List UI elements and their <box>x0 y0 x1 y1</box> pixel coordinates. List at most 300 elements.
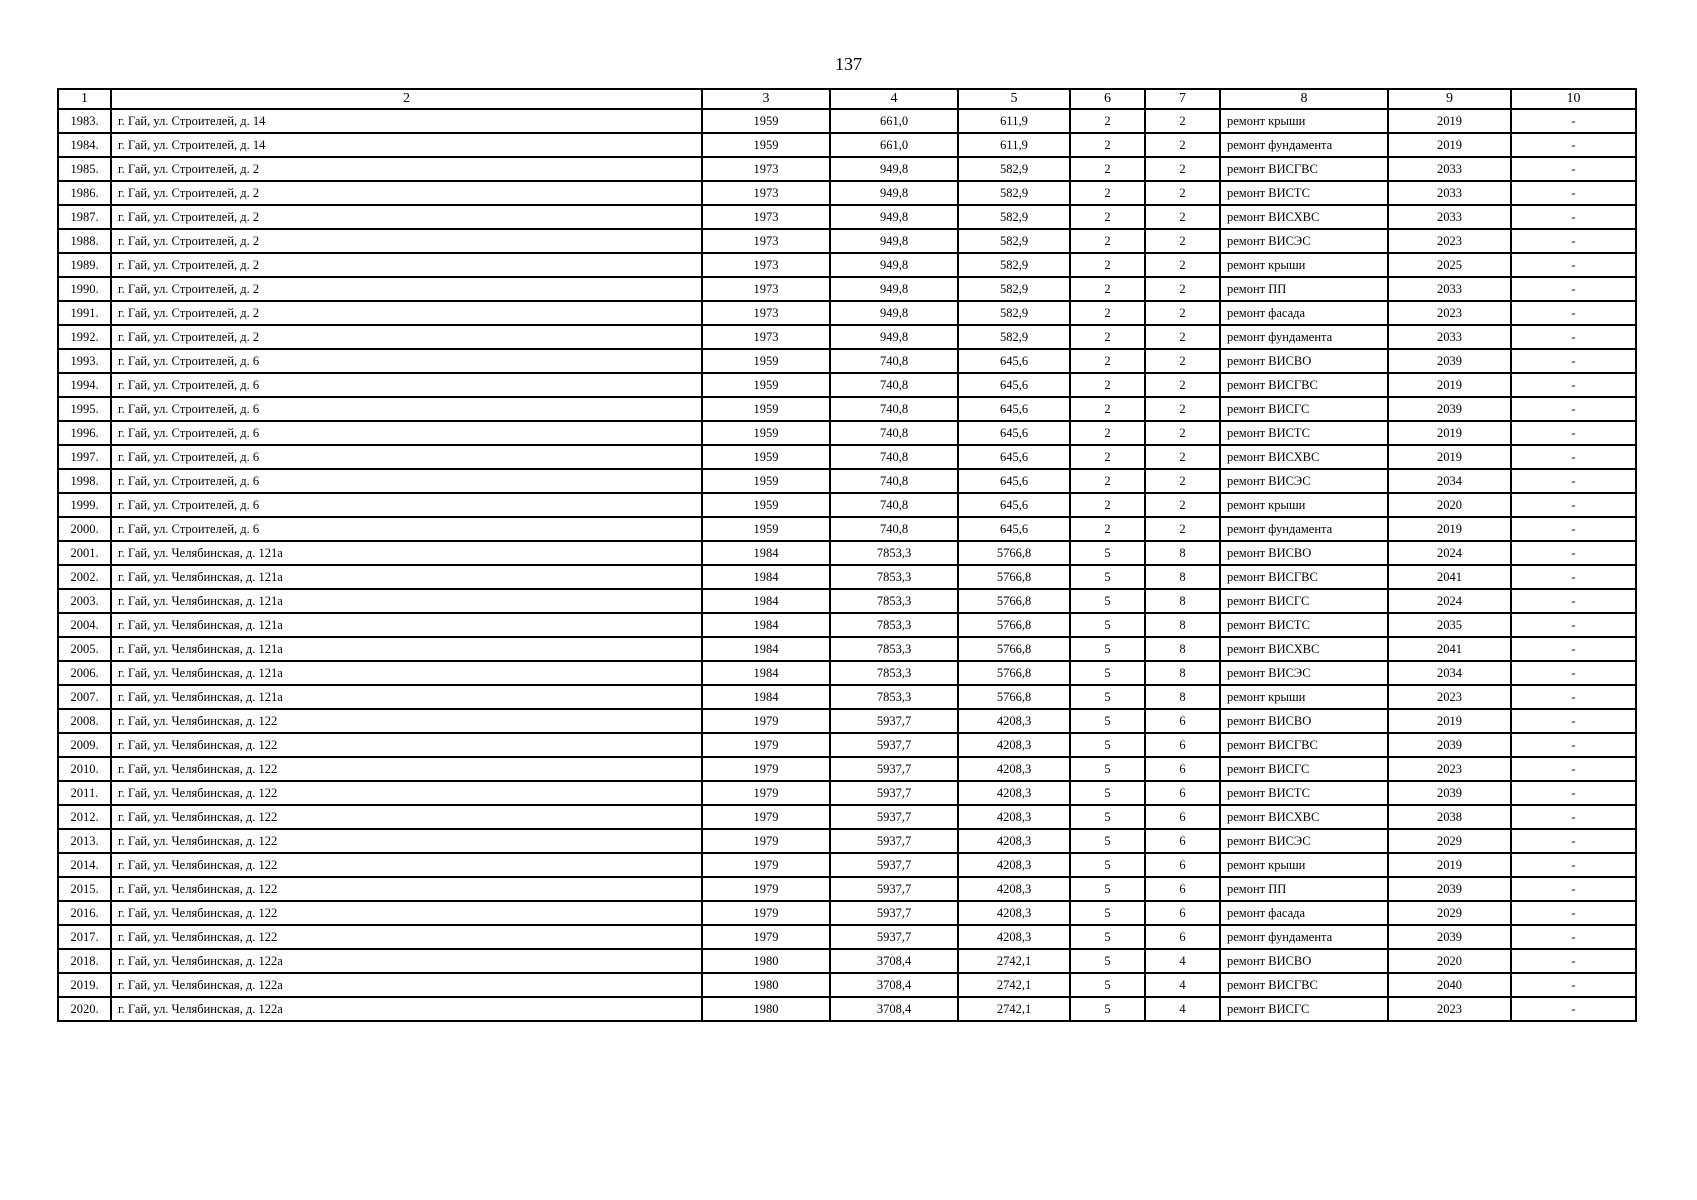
year-built-cell: 1973 <box>702 325 830 349</box>
entrances-cell: 6 <box>1145 805 1220 829</box>
floors-cell: 2 <box>1070 157 1145 181</box>
total-area-cell: 740,8 <box>830 349 958 373</box>
row-number-cell: 2019. <box>58 973 111 997</box>
address-cell: г. Гай, ул. Строителей, д. 6 <box>111 421 702 445</box>
table-row <box>58 589 1636 613</box>
table-row <box>58 949 1636 973</box>
floors-cell: 2 <box>1070 445 1145 469</box>
floors-cell: 2 <box>1070 277 1145 301</box>
table-row <box>58 685 1636 709</box>
floors-cell: 2 <box>1070 229 1145 253</box>
total-area-cell: 3708,4 <box>830 973 958 997</box>
column-header: 9 <box>1388 89 1511 109</box>
planned-year-cell: 2039 <box>1388 925 1511 949</box>
address-cell: г. Гай, ул. Строителей, д. 6 <box>111 373 702 397</box>
page-number: 137 <box>835 54 862 74</box>
address-cell: г. Гай, ул. Челябинская, д. 122 <box>111 901 702 925</box>
table-row <box>58 277 1636 301</box>
entrances-cell: 2 <box>1145 397 1220 421</box>
entrances-cell: 2 <box>1145 469 1220 493</box>
planned-year-cell: 2039 <box>1388 877 1511 901</box>
planned-year-cell: 2035 <box>1388 613 1511 637</box>
note-cell: - <box>1511 997 1636 1021</box>
entrances-cell: 2 <box>1145 157 1220 181</box>
address-cell: г. Гай, ул. Строителей, д. 2 <box>111 277 702 301</box>
address-cell: г. Гай, ул. Строителей, д. 14 <box>111 109 702 133</box>
table-row <box>58 733 1636 757</box>
address-cell: г. Гай, ул. Челябинская, д. 122 <box>111 829 702 853</box>
year-built-cell: 1973 <box>702 205 830 229</box>
row-number-cell: 2005. <box>58 637 111 661</box>
column-header: 1 <box>58 89 111 109</box>
row-number-cell: 2007. <box>58 685 111 709</box>
table-row <box>58 853 1636 877</box>
total-area-cell: 7853,3 <box>830 637 958 661</box>
floors-cell: 2 <box>1070 133 1145 157</box>
entrances-cell: 2 <box>1145 253 1220 277</box>
row-number-cell: 1983. <box>58 109 111 133</box>
planned-year-cell: 2019 <box>1388 421 1511 445</box>
table-row <box>58 997 1636 1021</box>
year-built-cell: 1959 <box>702 133 830 157</box>
entrances-cell: 2 <box>1145 301 1220 325</box>
planned-year-cell: 2029 <box>1388 901 1511 925</box>
entrances-cell: 6 <box>1145 901 1220 925</box>
note-cell: - <box>1511 589 1636 613</box>
note-cell: - <box>1511 853 1636 877</box>
work-type-cell: ремонт ВИСЭС <box>1220 469 1388 493</box>
floors-cell: 5 <box>1070 613 1145 637</box>
work-type-cell: ремонт крыши <box>1220 109 1388 133</box>
planned-year-cell: 2033 <box>1388 205 1511 229</box>
note-cell: - <box>1511 421 1636 445</box>
year-built-cell: 1973 <box>702 253 830 277</box>
living-area-cell: 4208,3 <box>958 901 1070 925</box>
planned-year-cell: 2039 <box>1388 733 1511 757</box>
living-area-cell: 582,9 <box>958 301 1070 325</box>
total-area-cell: 5937,7 <box>830 757 958 781</box>
column-header: 3 <box>702 89 830 109</box>
planned-year-cell: 2033 <box>1388 157 1511 181</box>
total-area-cell: 7853,3 <box>830 541 958 565</box>
floors-cell: 2 <box>1070 205 1145 229</box>
entrances-cell: 8 <box>1145 541 1220 565</box>
work-type-cell: ремонт фундамента <box>1220 925 1388 949</box>
table-row <box>58 661 1636 685</box>
table-row <box>58 349 1636 373</box>
living-area-cell: 2742,1 <box>958 997 1070 1021</box>
table-row <box>58 397 1636 421</box>
total-area-cell: 949,8 <box>830 157 958 181</box>
floors-cell: 5 <box>1070 781 1145 805</box>
row-number-cell: 2010. <box>58 757 111 781</box>
row-number-cell: 1985. <box>58 157 111 181</box>
planned-year-cell: 2040 <box>1388 973 1511 997</box>
note-cell: - <box>1511 277 1636 301</box>
planned-year-cell: 2019 <box>1388 517 1511 541</box>
address-cell: г. Гай, ул. Строителей, д. 2 <box>111 229 702 253</box>
living-area-cell: 5766,8 <box>958 685 1070 709</box>
planned-year-cell: 2024 <box>1388 589 1511 613</box>
year-built-cell: 1959 <box>702 109 830 133</box>
total-area-cell: 949,8 <box>830 253 958 277</box>
year-built-cell: 1979 <box>702 709 830 733</box>
floors-cell: 2 <box>1070 301 1145 325</box>
row-number-cell: 1997. <box>58 445 111 469</box>
table-row <box>58 493 1636 517</box>
floors-cell: 2 <box>1070 325 1145 349</box>
entrances-cell: 6 <box>1145 853 1220 877</box>
table-row <box>58 325 1636 349</box>
total-area-cell: 5937,7 <box>830 805 958 829</box>
table-row <box>58 469 1636 493</box>
note-cell: - <box>1511 349 1636 373</box>
planned-year-cell: 2019 <box>1388 709 1511 733</box>
note-cell: - <box>1511 973 1636 997</box>
living-area-cell: 582,9 <box>958 205 1070 229</box>
note-cell: - <box>1511 325 1636 349</box>
work-type-cell: ремонт ВИСТС <box>1220 421 1388 445</box>
entrances-cell: 6 <box>1145 781 1220 805</box>
row-number-cell: 1986. <box>58 181 111 205</box>
address-cell: г. Гай, ул. Челябинская, д. 122 <box>111 709 702 733</box>
year-built-cell: 1979 <box>702 925 830 949</box>
table-row <box>58 517 1636 541</box>
table-row <box>58 565 1636 589</box>
work-type-cell: ремонт ВИСГС <box>1220 757 1388 781</box>
address-cell: г. Гай, ул. Челябинская, д. 122 <box>111 853 702 877</box>
row-number-cell: 2011. <box>58 781 111 805</box>
row-number-cell: 1989. <box>58 253 111 277</box>
note-cell: - <box>1511 925 1636 949</box>
year-built-cell: 1959 <box>702 517 830 541</box>
living-area-cell: 645,6 <box>958 397 1070 421</box>
year-built-cell: 1979 <box>702 901 830 925</box>
floors-cell: 2 <box>1070 493 1145 517</box>
year-built-cell: 1973 <box>702 277 830 301</box>
total-area-cell: 740,8 <box>830 421 958 445</box>
total-area-cell: 3708,4 <box>830 997 958 1021</box>
living-area-cell: 582,9 <box>958 325 1070 349</box>
entrances-cell: 2 <box>1145 325 1220 349</box>
living-area-cell: 5766,8 <box>958 589 1070 613</box>
year-built-cell: 1979 <box>702 805 830 829</box>
note-cell: - <box>1511 205 1636 229</box>
total-area-cell: 7853,3 <box>830 661 958 685</box>
address-cell: г. Гай, ул. Строителей, д. 6 <box>111 445 702 469</box>
living-area-cell: 611,9 <box>958 133 1070 157</box>
floors-cell: 5 <box>1070 565 1145 589</box>
work-type-cell: ремонт ВИСТС <box>1220 613 1388 637</box>
work-type-cell: ремонт ВИСТС <box>1220 181 1388 205</box>
entrances-cell: 2 <box>1145 373 1220 397</box>
row-number-cell: 1992. <box>58 325 111 349</box>
note-cell: - <box>1511 757 1636 781</box>
year-built-cell: 1984 <box>702 661 830 685</box>
table-row <box>58 709 1636 733</box>
floors-cell: 5 <box>1070 901 1145 925</box>
living-area-cell: 4208,3 <box>958 733 1070 757</box>
living-area-cell: 4208,3 <box>958 853 1070 877</box>
table-row <box>58 253 1636 277</box>
note-cell: - <box>1511 229 1636 253</box>
total-area-cell: 949,8 <box>830 301 958 325</box>
work-type-cell: ремонт фасада <box>1220 301 1388 325</box>
address-cell: г. Гай, ул. Челябинская, д. 121а <box>111 637 702 661</box>
planned-year-cell: 2039 <box>1388 781 1511 805</box>
work-type-cell: ремонт ПП <box>1220 277 1388 301</box>
work-type-cell: ремонт ВИСГС <box>1220 397 1388 421</box>
floors-cell: 2 <box>1070 181 1145 205</box>
note-cell: - <box>1511 493 1636 517</box>
planned-year-cell: 2039 <box>1388 349 1511 373</box>
table-row <box>58 373 1636 397</box>
year-built-cell: 1979 <box>702 877 830 901</box>
entrances-cell: 4 <box>1145 997 1220 1021</box>
row-number-cell: 2002. <box>58 565 111 589</box>
note-cell: - <box>1511 373 1636 397</box>
year-built-cell: 1979 <box>702 733 830 757</box>
column-header: 2 <box>111 89 702 109</box>
row-number-cell: 2006. <box>58 661 111 685</box>
work-type-cell: ремонт ВИСХВС <box>1220 205 1388 229</box>
living-area-cell: 4208,3 <box>958 829 1070 853</box>
address-cell: г. Гай, ул. Строителей, д. 14 <box>111 133 702 157</box>
planned-year-cell: 2023 <box>1388 757 1511 781</box>
address-cell: г. Гай, ул. Челябинская, д. 122 <box>111 925 702 949</box>
entrances-cell: 2 <box>1145 109 1220 133</box>
table-row <box>58 877 1636 901</box>
entrances-cell: 8 <box>1145 589 1220 613</box>
year-built-cell: 1959 <box>702 469 830 493</box>
year-built-cell: 1959 <box>702 373 830 397</box>
note-cell: - <box>1511 709 1636 733</box>
address-cell: г. Гай, ул. Челябинская, д. 121а <box>111 565 702 589</box>
year-built-cell: 1959 <box>702 397 830 421</box>
work-type-cell: ремонт ВИСГС <box>1220 997 1388 1021</box>
floors-cell: 5 <box>1070 637 1145 661</box>
address-cell: г. Гай, ул. Строителей, д. 6 <box>111 469 702 493</box>
table-row <box>58 109 1636 133</box>
note-cell: - <box>1511 181 1636 205</box>
row-number-cell: 1990. <box>58 277 111 301</box>
entrances-cell: 2 <box>1145 421 1220 445</box>
living-area-cell: 4208,3 <box>958 877 1070 901</box>
total-area-cell: 5937,7 <box>830 901 958 925</box>
table-row <box>58 181 1636 205</box>
floors-cell: 2 <box>1070 517 1145 541</box>
work-type-cell: ремонт ВИСГВС <box>1220 565 1388 589</box>
entrances-cell: 2 <box>1145 277 1220 301</box>
living-area-cell: 4208,3 <box>958 757 1070 781</box>
floors-cell: 5 <box>1070 877 1145 901</box>
total-area-cell: 5937,7 <box>830 853 958 877</box>
year-built-cell: 1973 <box>702 301 830 325</box>
entrances-cell: 2 <box>1145 349 1220 373</box>
living-area-cell: 645,6 <box>958 493 1070 517</box>
floors-cell: 5 <box>1070 661 1145 685</box>
table-row <box>58 445 1636 469</box>
work-type-cell: ремонт крыши <box>1220 685 1388 709</box>
note-cell: - <box>1511 877 1636 901</box>
floors-cell: 5 <box>1070 949 1145 973</box>
total-area-cell: 3708,4 <box>830 949 958 973</box>
year-built-cell: 1984 <box>702 541 830 565</box>
work-type-cell: ремонт ВИСВО <box>1220 949 1388 973</box>
row-number-cell: 1991. <box>58 301 111 325</box>
planned-year-cell: 2020 <box>1388 949 1511 973</box>
address-cell: г. Гай, ул. Строителей, д. 2 <box>111 301 702 325</box>
floors-cell: 5 <box>1070 853 1145 877</box>
year-built-cell: 1984 <box>702 685 830 709</box>
entrances-cell: 8 <box>1145 685 1220 709</box>
work-type-cell: ремонт фундамента <box>1220 325 1388 349</box>
year-built-cell: 1980 <box>702 997 830 1021</box>
total-area-cell: 5937,7 <box>830 781 958 805</box>
living-area-cell: 645,6 <box>958 517 1070 541</box>
total-area-cell: 5937,7 <box>830 877 958 901</box>
year-built-cell: 1973 <box>702 157 830 181</box>
work-type-cell: ремонт ВИСХВС <box>1220 445 1388 469</box>
work-type-cell: ремонт ВИСГВС <box>1220 157 1388 181</box>
address-cell: г. Гай, ул. Строителей, д. 2 <box>111 157 702 181</box>
floors-cell: 5 <box>1070 541 1145 565</box>
year-built-cell: 1959 <box>702 349 830 373</box>
floors-cell: 2 <box>1070 109 1145 133</box>
entrances-cell: 2 <box>1145 205 1220 229</box>
year-built-cell: 1984 <box>702 637 830 661</box>
work-type-cell: ремонт крыши <box>1220 253 1388 277</box>
note-cell: - <box>1511 901 1636 925</box>
table-row <box>58 901 1636 925</box>
note-cell: - <box>1511 397 1636 421</box>
floors-cell: 5 <box>1070 709 1145 733</box>
living-area-cell: 5766,8 <box>958 637 1070 661</box>
table-row <box>58 205 1636 229</box>
total-area-cell: 7853,3 <box>830 613 958 637</box>
column-header: 4 <box>830 89 958 109</box>
row-number-cell: 2013. <box>58 829 111 853</box>
planned-year-cell: 2024 <box>1388 541 1511 565</box>
floors-cell: 2 <box>1070 349 1145 373</box>
work-type-cell: ремонт ВИСВО <box>1220 349 1388 373</box>
floors-cell: 2 <box>1070 397 1145 421</box>
row-number-cell: 2003. <box>58 589 111 613</box>
work-type-cell: ремонт ВИСГВС <box>1220 373 1388 397</box>
total-area-cell: 740,8 <box>830 469 958 493</box>
planned-year-cell: 2019 <box>1388 109 1511 133</box>
note-cell: - <box>1511 301 1636 325</box>
planned-year-cell: 2023 <box>1388 301 1511 325</box>
row-number-cell: 2017. <box>58 925 111 949</box>
row-number-cell: 2018. <box>58 949 111 973</box>
planned-year-cell: 2033 <box>1388 325 1511 349</box>
address-cell: г. Гай, ул. Строителей, д. 6 <box>111 493 702 517</box>
address-cell: г. Гай, ул. Строителей, д. 6 <box>111 349 702 373</box>
entrances-cell: 8 <box>1145 613 1220 637</box>
address-cell: г. Гай, ул. Строителей, д. 6 <box>111 517 702 541</box>
floors-cell: 5 <box>1070 733 1145 757</box>
year-built-cell: 1959 <box>702 421 830 445</box>
note-cell: - <box>1511 109 1636 133</box>
work-type-cell: ремонт крыши <box>1220 853 1388 877</box>
year-built-cell: 1959 <box>702 493 830 517</box>
column-header: 5 <box>958 89 1070 109</box>
planned-year-cell: 2023 <box>1388 229 1511 253</box>
address-cell: г. Гай, ул. Строителей, д. 2 <box>111 253 702 277</box>
living-area-cell: 611,9 <box>958 109 1070 133</box>
year-built-cell: 1980 <box>702 973 830 997</box>
year-built-cell: 1979 <box>702 853 830 877</box>
address-cell: г. Гай, ул. Строителей, д. 2 <box>111 181 702 205</box>
living-area-cell: 4208,3 <box>958 925 1070 949</box>
entrances-cell: 8 <box>1145 637 1220 661</box>
work-type-cell: ремонт ВИСГВС <box>1220 733 1388 757</box>
planned-year-cell: 2039 <box>1388 397 1511 421</box>
address-cell: г. Гай, ул. Челябинская, д. 121а <box>111 541 702 565</box>
total-area-cell: 740,8 <box>830 517 958 541</box>
address-cell: г. Гай, ул. Строителей, д. 2 <box>111 325 702 349</box>
row-number-cell: 2004. <box>58 613 111 637</box>
row-number-cell: 1998. <box>58 469 111 493</box>
entrances-cell: 8 <box>1145 565 1220 589</box>
year-built-cell: 1984 <box>702 613 830 637</box>
work-type-cell: ремонт крыши <box>1220 493 1388 517</box>
note-cell: - <box>1511 685 1636 709</box>
work-type-cell: ремонт ВИСХВС <box>1220 805 1388 829</box>
note-cell: - <box>1511 781 1636 805</box>
year-built-cell: 1980 <box>702 949 830 973</box>
address-cell: г. Гай, ул. Челябинская, д. 122а <box>111 949 702 973</box>
living-area-cell: 582,9 <box>958 277 1070 301</box>
work-type-cell: ремонт фундамента <box>1220 133 1388 157</box>
work-type-cell: ремонт ВИСХВС <box>1220 637 1388 661</box>
planned-year-cell: 2020 <box>1388 493 1511 517</box>
living-area-cell: 582,9 <box>958 229 1070 253</box>
living-area-cell: 5766,8 <box>958 541 1070 565</box>
address-cell: г. Гай, ул. Челябинская, д. 121а <box>111 661 702 685</box>
planned-year-cell: 2034 <box>1388 661 1511 685</box>
year-built-cell: 1979 <box>702 781 830 805</box>
note-cell: - <box>1511 661 1636 685</box>
address-cell: г. Гай, ул. Строителей, д. 6 <box>111 397 702 421</box>
work-type-cell: ремонт ВИСЭС <box>1220 661 1388 685</box>
table-row <box>58 805 1636 829</box>
year-built-cell: 1973 <box>702 229 830 253</box>
living-area-cell: 5766,8 <box>958 613 1070 637</box>
floors-cell: 5 <box>1070 589 1145 613</box>
note-cell: - <box>1511 133 1636 157</box>
floors-cell: 5 <box>1070 973 1145 997</box>
row-number-cell: 2014. <box>58 853 111 877</box>
living-area-cell: 4208,3 <box>958 805 1070 829</box>
table-row <box>58 157 1636 181</box>
planned-year-cell: 2025 <box>1388 253 1511 277</box>
entrances-cell: 4 <box>1145 949 1220 973</box>
total-area-cell: 949,8 <box>830 205 958 229</box>
living-area-cell: 645,6 <box>958 349 1070 373</box>
year-built-cell: 1973 <box>702 181 830 205</box>
work-type-cell: ремонт ВИСЭС <box>1220 229 1388 253</box>
address-cell: г. Гай, ул. Челябинская, д. 121а <box>111 589 702 613</box>
year-built-cell: 1959 <box>702 445 830 469</box>
entrances-cell: 6 <box>1145 925 1220 949</box>
address-cell: г. Гай, ул. Челябинская, д. 122а <box>111 997 702 1021</box>
planned-year-cell: 2019 <box>1388 445 1511 469</box>
column-header: 7 <box>1145 89 1220 109</box>
row-number-cell: 1993. <box>58 349 111 373</box>
note-cell: - <box>1511 445 1636 469</box>
